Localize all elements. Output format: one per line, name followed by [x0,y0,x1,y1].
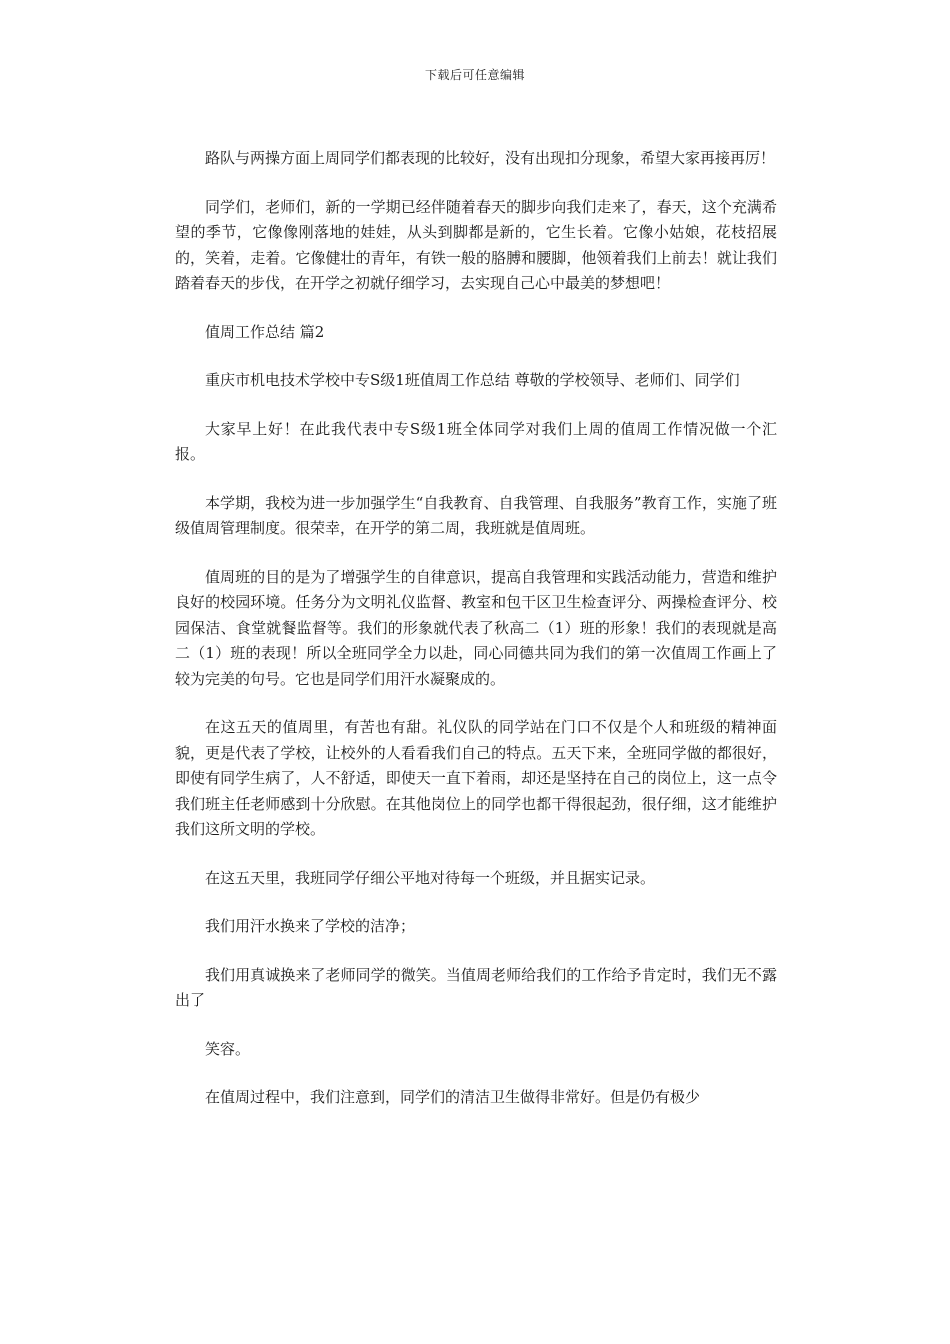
paragraph: 我们用真诚换来了老师同学的微笑。当值周老师给我们的工作给予肯定时，我们无不露出了 [175,965,777,1009]
document-body [175,146,777,1134]
paragraph: 我们用汗水换来了学校的洁净； [205,917,416,935]
paragraph: 大家早上好！在此我代表中专S级1班全体同学对我们上周的值周工作情况做一个汇报。 [175,419,777,463]
paragraph: 在值周过程中，我们注意到，同学们的清洁卫生做得非常好。但是仍有极少 [205,1088,701,1106]
page-header: 下载后可任意编辑 [424,68,525,82]
paragraph: 在这五天里，我班同学仔细公平地对待每一个班级，并且据实记录。 [205,868,656,887]
paragraph: 重庆市机电技术学校中专S级1班值周工作总结 尊敬的学校领导、老师们、同学们 [205,371,740,389]
paragraph: 同学们，老师们，新的一学期已经伴随着春天的脚步向我们走来了，春天，这个充满希望的季节，它像像刚落地的娃娃，从头到脚都是新的，它生长着。它像小姑娘，花枝招展的，笑着，走着。它像健壮的青年，有铁一般的胳膊和腰脚，他领着我们上前去！就让我们踏着春天的步伐，在开学之初就仔细学习，去实现自己心中最美的梦想吧！ [175,197,777,292]
section-title: 值周工作总结 篇2 [205,322,325,341]
paragraph: 值周班的目的是为了增强学生的自律意识，提高自我管理和实践活动能力，营造和维护良好的校园环境。任务分为文明礼仪监督、教室和包干区卫生检查评分、两操检查评分、校园保洁、食堂就餐监督等。我们的形象就代表了秋高二（1）班的形象！我们的表现就是高二（1）班的表现！所以全班同学全力以赴，同心同德共同为我们的第一次值周工作画上了较为完美的句号。它也是同学们用汗水凝聚成的。 [175,567,777,688]
paragraph: 本学期，我校为进一步加强学生“自我教育、自我管理、自我服务”教育工作，实施了班级值周管理制度。很荣幸，在开学的第二周，我班就是值周班。 [175,493,777,537]
paragraph: 在这五天的值周里，有苦也有甜。礼仪队的同学站在门口不仅是个人和班级的精神面貌，更是代表了学校，让校外的人看看我们自己的特点。五天下来，全班同学做的都很好，即使有同学生病了，人不舒适，即使天一直下着雨，却还是坚持在自己的岗位上，这一点令我们班主任老师感到十分欣慰。在其他岗位上的同学也都干得很起劲，很仔细，这才能维护我们这所文明的学校。 [175,718,777,838]
paragraph: 路队与两操方面上周同学们都表现的比较好，没有出现扣分现象，希望大家再接再厉！ [205,149,776,167]
paragraph: 笑容。 [205,1039,251,1058]
